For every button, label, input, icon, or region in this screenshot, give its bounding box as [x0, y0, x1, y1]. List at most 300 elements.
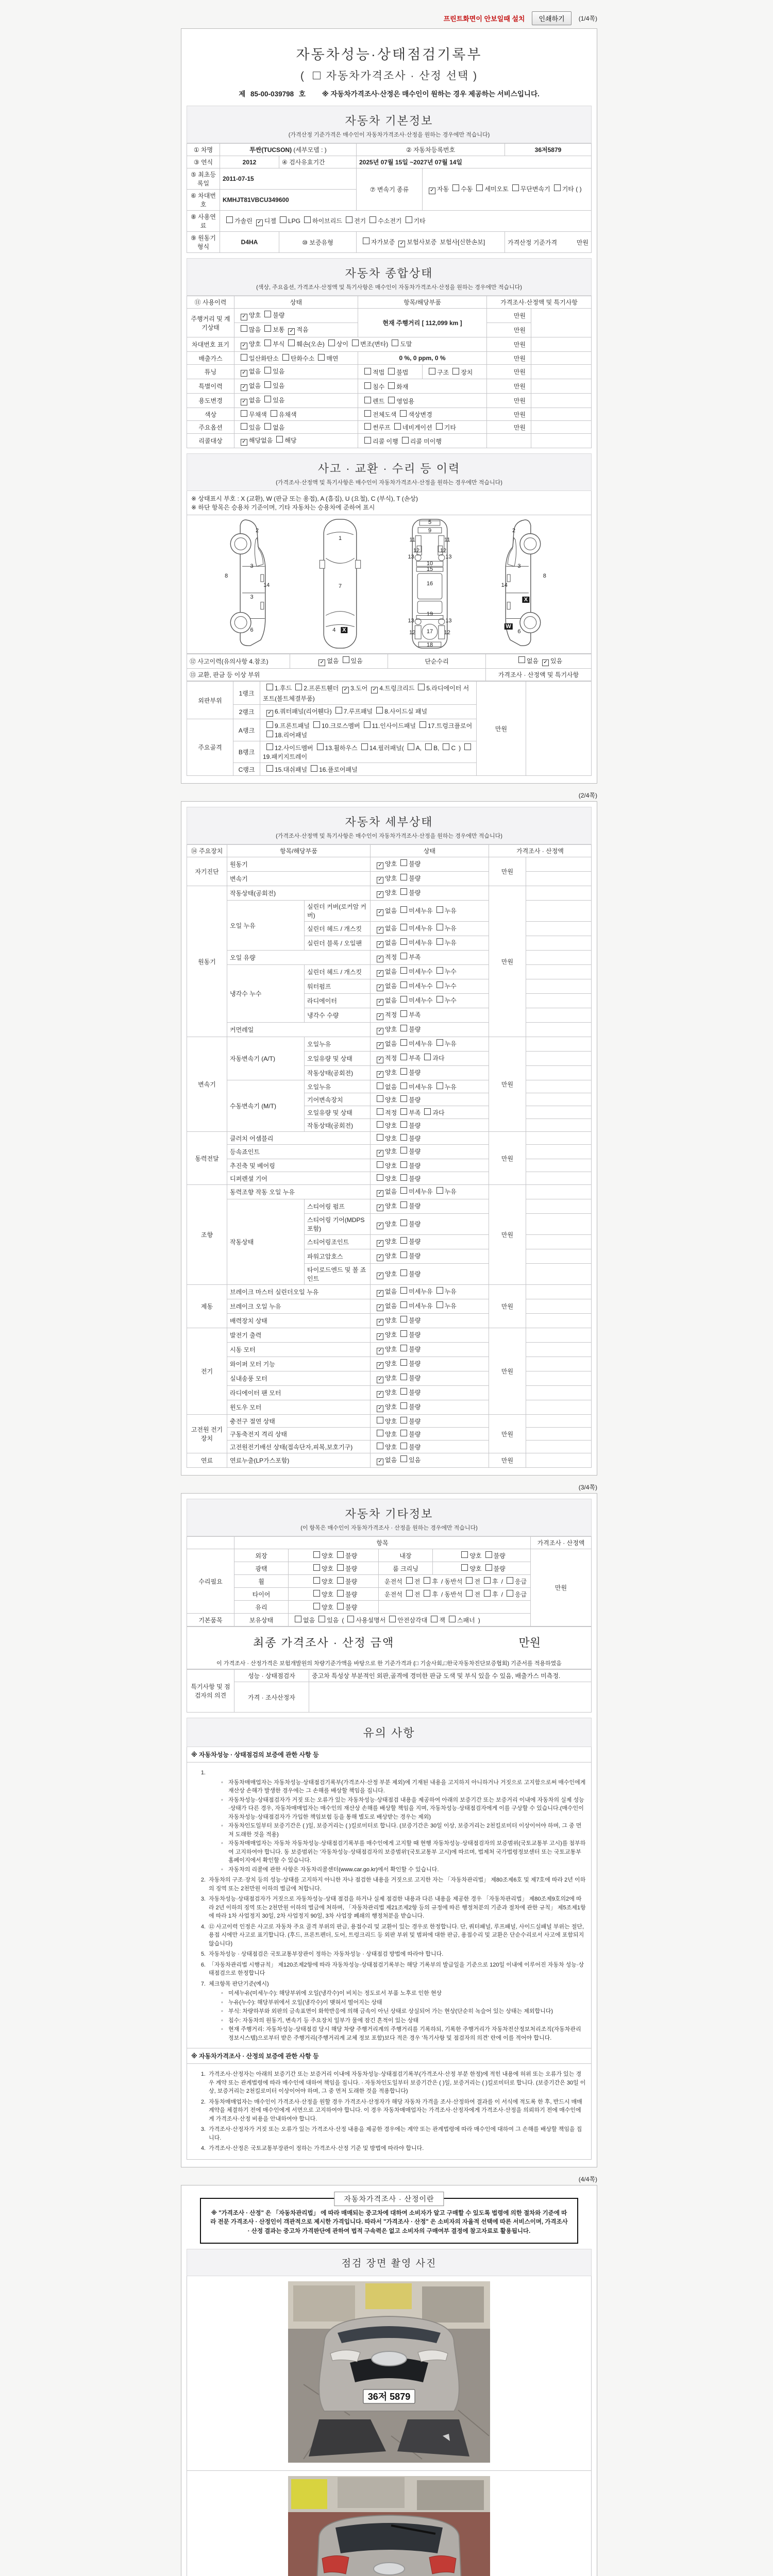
status-cell: [371, 1415, 489, 1428]
checkbox-unchecked[interactable]: [402, 437, 409, 444]
checkbox-label: 매연: [326, 355, 339, 362]
checkbox-checked[interactable]: ✓: [256, 219, 263, 226]
checkbox-unchecked[interactable]: [424, 1577, 430, 1584]
checkbox-unchecked[interactable]: [400, 1174, 407, 1181]
checkbox-label: 양호: [385, 889, 397, 896]
checkbox-unchecked[interactable]: [377, 1417, 383, 1423]
checkbox-unchecked[interactable]: [318, 1616, 325, 1622]
checkbox-label: 양호: [385, 1135, 397, 1142]
checkbox-unchecked[interactable]: [377, 1095, 383, 1102]
checkbox-checked[interactable]: ✓: [377, 1405, 383, 1412]
checkbox-checked[interactable]: ✓: [377, 1273, 383, 1279]
checkbox-unchecked[interactable]: [288, 340, 295, 346]
checkbox-label: 부족: [409, 1109, 421, 1116]
status-cell: [371, 857, 489, 872]
checkbox-label: 불량: [409, 889, 421, 896]
checkbox-unchecked[interactable]: [337, 1564, 344, 1571]
checkbox-unchecked[interactable]: [452, 184, 459, 191]
checkbox-unchecked[interactable]: [436, 1187, 443, 1194]
checkbox-unchecked[interactable]: [226, 216, 233, 223]
checkbox-unchecked[interactable]: [313, 1603, 320, 1609]
checkbox-unchecked[interactable]: [436, 1082, 443, 1089]
checkbox-checked[interactable]: ✓: [377, 862, 383, 869]
row-recall-label: 리콜대상: [187, 434, 234, 448]
checkbox-checked[interactable]: ✓: [377, 1240, 383, 1247]
checkbox-label: 불량: [345, 1591, 358, 1598]
checkbox-checked[interactable]: ✓: [241, 384, 247, 391]
checkbox-unchecked[interactable]: [424, 1054, 431, 1060]
checkbox-unchecked[interactable]: [436, 906, 443, 913]
detail-row: [187, 965, 592, 979]
cell: 브레이크 마스터 실린더오일 누유: [227, 1285, 371, 1299]
checkbox-unchecked[interactable]: [400, 1237, 407, 1244]
checkbox-unchecked[interactable]: [436, 924, 443, 930]
checkbox-checked[interactable]: ✓: [241, 399, 247, 405]
status-cell: [371, 1132, 489, 1145]
checkbox-unchecked[interactable]: [376, 707, 383, 714]
checkbox-checked[interactable]: ✓: [241, 343, 247, 349]
checkbox-unchecked[interactable]: [400, 1161, 407, 1168]
checkbox-unchecked[interactable]: [317, 743, 324, 750]
bullet-marker: ◦: [221, 1866, 223, 1873]
checkbox-unchecked[interactable]: [436, 423, 443, 430]
checkbox-label: 미세누유: [409, 907, 433, 914]
checkbox-unchecked[interactable]: [241, 410, 247, 417]
checkbox-checked[interactable]: ✓: [377, 1377, 383, 1383]
caution-bullet: [221, 2025, 586, 2042]
checkbox-checked[interactable]: ✓: [241, 439, 247, 446]
checkbox-checked[interactable]: ✓: [377, 909, 383, 916]
checkbox-unchecked[interactable]: [431, 1616, 438, 1622]
print-button[interactable]: 인쇄하기: [532, 11, 571, 25]
checkbox-unchecked[interactable]: [400, 906, 407, 913]
checkbox-unchecked[interactable]: [464, 743, 471, 750]
checkbox-unchecked[interactable]: [400, 1134, 407, 1141]
checkbox-unchecked[interactable]: [337, 1590, 344, 1597]
checkbox-unchecked[interactable]: [304, 216, 311, 223]
checkbox-unchecked[interactable]: [328, 340, 335, 346]
checkbox-label: 양호: [249, 312, 261, 319]
checkbox-unchecked[interactable]: [406, 1590, 413, 1597]
checkbox-checked[interactable]: ✓: [377, 877, 383, 884]
checkbox-checked[interactable]: ✓: [429, 188, 435, 194]
checkbox-unchecked[interactable]: [425, 743, 432, 750]
value-reg-no: 36저5879: [505, 144, 592, 156]
checkbox-unchecked[interactable]: [343, 656, 349, 663]
checkbox-unchecked[interactable]: [418, 684, 425, 690]
checkbox-unchecked[interactable]: [400, 410, 407, 417]
checkbox-unchecked[interactable]: [364, 368, 371, 375]
checkbox-unchecked[interactable]: [337, 1551, 344, 1558]
checkbox-unchecked[interactable]: [400, 1345, 407, 1351]
checkbox-checked[interactable]: ✓: [377, 1042, 383, 1049]
checkbox-checked[interactable]: ✓: [377, 1150, 383, 1157]
special-state: [234, 379, 358, 394]
checkbox-label: 잭: [439, 1617, 445, 1624]
opinion-table: [187, 1669, 592, 1713]
checkbox-unchecked[interactable]: [388, 368, 395, 375]
cell: 작동상태(공회전): [305, 1066, 371, 1080]
checkbox-unchecked[interactable]: [346, 216, 352, 223]
checkbox-unchecked[interactable]: [400, 859, 407, 866]
checkbox-unchecked[interactable]: [408, 743, 414, 750]
checkbox-checked[interactable]: ✓: [377, 985, 383, 991]
checkbox-unchecked[interactable]: [318, 354, 325, 361]
detail-band: [187, 807, 592, 844]
recall-memo: [531, 434, 592, 448]
checkbox-unchecked[interactable]: [436, 1287, 443, 1294]
checkbox-unchecked[interactable]: [266, 721, 273, 728]
detail-row: [187, 1328, 592, 1343]
checkbox-unchecked[interactable]: [400, 1147, 407, 1154]
frame-group: 주요골격: [187, 719, 233, 776]
checkbox-label: 2.프론트휀더: [304, 685, 339, 692]
checkbox-unchecked[interactable]: [389, 1616, 396, 1622]
caution-bullet: [221, 1866, 586, 1874]
mileage-price1: 만원: [487, 309, 531, 323]
checkbox-unchecked[interactable]: [363, 238, 369, 244]
usechange-memo: [531, 394, 592, 408]
checkbox-checked[interactable]: ✓: [542, 659, 549, 666]
checkbox-unchecked[interactable]: [400, 981, 407, 988]
checkbox-unchecked[interactable]: [400, 1359, 407, 1366]
checkbox-unchecked[interactable]: [392, 340, 398, 346]
checkbox-unchecked[interactable]: [377, 1121, 383, 1128]
value-car-name: [220, 144, 357, 156]
row-tuning-label: 튜닝: [187, 365, 234, 379]
checkbox-unchecked[interactable]: [400, 1054, 407, 1060]
checkbox-unchecked[interactable]: [361, 743, 368, 750]
checkbox-label: 양호: [385, 1175, 397, 1182]
bullet-text: 자동차매매업자는 자동차성능·상태점검기록부(가격조사·산정 부분 제외)에 기재된 내용을 고지하지 아니하거나 거짓으로 고지함으로써 매수인에게 재산상 손해가 발생한 경우에는 그 손해를 배상할 책임을 집니다.: [228, 1779, 586, 1794]
checkbox-unchecked[interactable]: [313, 1564, 320, 1571]
checkbox-checked[interactable]: ✓: [398, 241, 405, 247]
base-price-cell: [505, 232, 592, 253]
checkbox-unchecked[interactable]: [485, 1551, 492, 1558]
checkbox-checked[interactable]: ✓: [377, 1205, 383, 1211]
cell: 추진축 및 베어링: [227, 1159, 371, 1172]
doc-no-prefix: 제: [239, 90, 246, 98]
checkbox-unchecked[interactable]: [400, 888, 407, 895]
checkbox-unchecked[interactable]: [436, 1301, 443, 1308]
checkbox-unchecked[interactable]: [400, 967, 407, 974]
accident-history-state: [290, 654, 388, 669]
checkbox-checked[interactable]: ✓: [377, 1333, 383, 1340]
checkbox-unchecked[interactable]: [485, 1564, 492, 1571]
checkbox-label: 양호: [469, 1565, 482, 1572]
checkbox-unchecked[interactable]: [400, 1316, 407, 1323]
checkbox-checked[interactable]: ✓: [377, 1459, 383, 1465]
checkbox-unchecked[interactable]: [264, 396, 271, 402]
price-cell: 만원: [489, 1185, 526, 1285]
detail-row: [187, 872, 592, 886]
checkbox-checked[interactable]: ✓: [377, 956, 383, 962]
tire-label: 타이어: [234, 1588, 289, 1601]
checkbox-unchecked[interactable]: [264, 381, 271, 388]
checkbox-unchecked[interactable]: [400, 924, 407, 930]
overall-h3: 항목/해당부품: [358, 296, 487, 309]
checkbox-label: 불량: [409, 1431, 421, 1438]
checkbox-label: 없음: [385, 1188, 397, 1195]
checkbox-unchecked[interactable]: [276, 436, 283, 443]
panel-number-9: 9: [428, 527, 432, 534]
checkbox-unchecked[interactable]: [337, 1603, 344, 1609]
checkbox-unchecked[interactable]: [377, 1134, 383, 1141]
checkbox-unchecked[interactable]: [313, 721, 320, 728]
checkbox-unchecked[interactable]: [400, 1187, 407, 1194]
holding-state: [289, 1614, 531, 1626]
photos-band: [187, 2249, 592, 2276]
checkbox-unchecked[interactable]: [264, 325, 271, 332]
checkbox-unchecked[interactable]: [388, 397, 395, 403]
checkbox-unchecked[interactable]: [554, 184, 561, 191]
outer-panel-group: 외판부위: [187, 682, 233, 719]
checkbox-checked[interactable]: ✓: [377, 941, 383, 948]
checkbox-checked[interactable]: ✓: [377, 1391, 383, 1398]
checkbox-unchecked[interactable]: [406, 1577, 413, 1584]
checkbox-unchecked[interactable]: [400, 1108, 407, 1115]
empty-cell: [526, 1214, 592, 1235]
checkbox-unchecked[interactable]: [400, 1039, 407, 1046]
checkbox-checked[interactable]: ✓: [241, 370, 247, 377]
checkbox-unchecked[interactable]: [266, 743, 273, 750]
checkbox-checked[interactable]: ✓: [342, 687, 349, 693]
empty-cell: [526, 1145, 592, 1159]
checkbox-checked[interactable]: ✓: [377, 1362, 383, 1369]
checkbox-label: 세미오토: [484, 185, 509, 193]
checkbox-checked[interactable]: ✓: [377, 1013, 383, 1020]
checkbox-unchecked[interactable]: [280, 216, 287, 223]
panel-number-2: 2: [255, 527, 259, 534]
checkbox-unchecked[interactable]: [461, 1551, 468, 1558]
options-state: [234, 421, 358, 434]
checkbox-checked[interactable]: ✓: [241, 314, 247, 320]
checkbox-unchecked[interactable]: [313, 1590, 320, 1597]
checkbox-unchecked[interactable]: [271, 410, 277, 417]
checkbox-unchecked[interactable]: [364, 423, 371, 430]
checkbox-unchecked[interactable]: [264, 311, 271, 317]
checkbox-unchecked[interactable]: [406, 216, 412, 223]
checkbox-unchecked[interactable]: [337, 1577, 344, 1584]
price-select-checkbox[interactable]: [313, 72, 321, 79]
item-text: 자동차성능 · 상태점검은 국토교통부장관이 정하는 자동차성능 · 상태점검 방법에 따라야 합니다.: [209, 1951, 444, 1957]
checkbox-unchecked[interactable]: [400, 1010, 407, 1017]
document-subtitle: [187, 67, 592, 83]
checkbox-checked[interactable]: ✓: [377, 927, 383, 934]
checkbox-unchecked[interactable]: [388, 382, 395, 389]
checkbox-label: 누유: [444, 1040, 457, 1047]
empty-cell: [526, 1386, 592, 1400]
checkbox-unchecked[interactable]: [364, 721, 371, 728]
checkbox-checked[interactable]: ✓: [377, 1190, 383, 1197]
checkbox-unchecked[interactable]: [377, 1443, 383, 1449]
checkbox-unchecked[interactable]: [400, 953, 407, 959]
cell: 동력전달: [187, 1132, 227, 1185]
checkbox-checked[interactable]: ✓: [377, 1028, 383, 1035]
checkbox-unchecked[interactable]: [400, 1455, 407, 1462]
checkbox-unchecked[interactable]: [449, 1616, 456, 1622]
checkbox-unchecked[interactable]: [400, 1095, 407, 1102]
checkbox-unchecked[interactable]: [436, 967, 443, 974]
checkbox-unchecked[interactable]: [400, 1082, 407, 1089]
checkbox-unchecked[interactable]: [264, 423, 271, 430]
checkbox-unchecked[interactable]: [400, 1287, 407, 1294]
status-cell: [371, 1386, 489, 1400]
checkbox-unchecked[interactable]: [400, 1402, 407, 1409]
checkbox-unchecked[interactable]: [295, 684, 302, 690]
basic-items-group: 기본품목: [187, 1614, 234, 1626]
cell: 구동축전지 격리 상태: [227, 1428, 371, 1440]
value-first-reg: 2011-07-15: [220, 168, 357, 190]
checkbox-checked[interactable]: ✓: [377, 1319, 383, 1326]
rankA-label: A랭크: [233, 719, 260, 741]
checkbox-unchecked[interactable]: [466, 1577, 473, 1584]
checkbox-checked[interactable]: ✓: [377, 1057, 383, 1063]
checkbox-unchecked[interactable]: [507, 1577, 513, 1584]
checkbox-unchecked[interactable]: [400, 1430, 407, 1436]
checkbox-unchecked[interactable]: [364, 437, 371, 444]
emission-state: [234, 352, 358, 365]
checkbox-checked[interactable]: ✓: [318, 659, 325, 666]
checkbox-unchecked[interactable]: [264, 367, 271, 374]
checkbox-unchecked[interactable]: [400, 1269, 407, 1276]
etc-h-item: 항목: [234, 1537, 531, 1549]
checkbox-unchecked[interactable]: [466, 1590, 473, 1597]
checkbox-unchecked[interactable]: [429, 368, 435, 375]
checkbox-unchecked[interactable]: [400, 1251, 407, 1258]
checkbox-unchecked[interactable]: [377, 1108, 383, 1115]
checkbox-unchecked[interactable]: [400, 1025, 407, 1031]
checkbox-unchecked[interactable]: [295, 1616, 301, 1622]
checkbox-unchecked[interactable]: [335, 707, 342, 714]
checkbox-unchecked[interactable]: [436, 996, 443, 1003]
checkbox-unchecked[interactable]: [507, 1590, 513, 1597]
checkbox-unchecked[interactable]: [400, 1330, 407, 1337]
checkbox-unchecked[interactable]: [436, 938, 443, 945]
checkbox-unchecked[interactable]: [264, 340, 271, 346]
checkbox-unchecked[interactable]: [364, 382, 371, 389]
checkbox-unchecked[interactable]: [424, 1590, 430, 1597]
checkbox-unchecked[interactable]: [241, 354, 247, 361]
checkbox-checked[interactable]: ✓: [377, 999, 383, 1006]
checkbox-checked[interactable]: ✓: [377, 1223, 383, 1229]
usechange-kind: [358, 394, 487, 408]
checkbox-unchecked[interactable]: [461, 1564, 468, 1571]
checkbox-unchecked[interactable]: [512, 184, 519, 191]
checkbox-unchecked[interactable]: [394, 423, 401, 430]
empty-cell: [526, 1371, 592, 1386]
checkbox-checked[interactable]: ✓: [377, 1304, 383, 1311]
checkbox-label: 상이: [336, 341, 348, 348]
checkbox-unchecked[interactable]: [377, 1161, 383, 1168]
checkbox-unchecked[interactable]: [443, 743, 449, 750]
checkbox-label: 불량: [493, 1552, 506, 1560]
color-memo: [531, 408, 592, 421]
checkbox-unchecked[interactable]: [266, 765, 273, 772]
checkbox-unchecked[interactable]: [352, 340, 359, 346]
checkbox-checked[interactable]: ✓: [371, 687, 378, 693]
checkbox-unchecked[interactable]: [266, 684, 273, 690]
checkbox-label: 있음: [249, 424, 261, 431]
checkbox-unchecked[interactable]: [400, 996, 407, 1003]
checkbox-checked[interactable]: ✓: [377, 1255, 383, 1261]
accident-legend-2: ※ 하단 항목은 승용차 기준이며, 기타 자동차는 승용차에 준하여 표시: [191, 504, 375, 511]
checkbox-unchecked[interactable]: [400, 1388, 407, 1395]
checkbox-unchecked[interactable]: [364, 410, 371, 417]
status-cell: [371, 1343, 489, 1357]
checkbox-label: 부족: [409, 1055, 421, 1062]
tire-state: [289, 1588, 379, 1601]
mileage-value: 현재 주행거리 [ 112,099 km ]: [358, 309, 487, 337]
checkbox-unchecked[interactable]: [313, 1551, 320, 1558]
checkbox-unchecked[interactable]: [369, 216, 376, 223]
options-price: 만원: [487, 421, 531, 434]
accident-band: [187, 453, 592, 491]
checkbox-unchecked[interactable]: [377, 1082, 383, 1089]
checkbox-unchecked[interactable]: [241, 325, 247, 332]
cell: 전기: [187, 1328, 227, 1415]
checkbox-label: 전: [414, 1578, 421, 1585]
checkbox-unchecked[interactable]: [400, 938, 407, 945]
checkbox-unchecked[interactable]: [364, 397, 371, 403]
checkbox-unchecked[interactable]: [400, 1201, 407, 1208]
checkbox-checked[interactable]: ✓: [377, 1348, 383, 1354]
checkbox-unchecked[interactable]: [452, 368, 459, 375]
checkbox-unchecked[interactable]: [347, 1616, 354, 1622]
checkbox-unchecked[interactable]: [400, 1121, 407, 1128]
checkbox-label: 불량: [409, 1202, 421, 1210]
checkbox-label: 양호: [385, 1122, 397, 1129]
checkbox-checked[interactable]: ✓: [377, 1290, 383, 1297]
checkbox-unchecked[interactable]: [311, 765, 317, 772]
panel-number-8: 8: [225, 572, 228, 579]
checkbox-checked[interactable]: ✓: [266, 710, 273, 717]
checkbox-unchecked[interactable]: [400, 874, 407, 880]
detail-row: [187, 901, 592, 922]
checkbox-unchecked[interactable]: [518, 656, 525, 663]
checkbox-checked[interactable]: ✓: [377, 1071, 383, 1078]
checkbox-unchecked[interactable]: [400, 1417, 407, 1423]
checkbox-unchecked[interactable]: [377, 1174, 383, 1181]
checkbox-unchecked[interactable]: [282, 354, 289, 361]
checkbox-label: 무채색: [249, 411, 267, 418]
caution-item: [192, 1895, 586, 1921]
checkbox-unchecked[interactable]: [241, 423, 247, 430]
checkbox-unchecked[interactable]: [400, 1374, 407, 1380]
print-install-notice[interactable]: 프린트화면이 안보일때 설치: [443, 15, 525, 23]
warranty-options: [357, 232, 505, 253]
checkbox-unchecked[interactable]: [419, 721, 426, 728]
checkbox-unchecked[interactable]: [400, 1301, 407, 1308]
checkbox-unchecked[interactable]: [476, 184, 483, 191]
etc-h-empty: [187, 1537, 234, 1549]
checkbox-unchecked[interactable]: [424, 1108, 431, 1115]
checkbox-unchecked[interactable]: [436, 981, 443, 988]
checkbox-unchecked[interactable]: [400, 1219, 407, 1226]
checkbox-checked[interactable]: ✓: [288, 328, 295, 335]
checkbox-unchecked[interactable]: [436, 1039, 443, 1046]
checkbox-unchecked[interactable]: [400, 1068, 407, 1075]
checkbox-checked[interactable]: ✓: [377, 970, 383, 977]
checkbox-checked[interactable]: ✓: [377, 891, 383, 898]
checkbox-unchecked[interactable]: [266, 731, 273, 737]
checkbox-unchecked[interactable]: [377, 1430, 383, 1436]
checkbox-unchecked[interactable]: [484, 1577, 491, 1584]
checkbox-unchecked[interactable]: [313, 1577, 320, 1584]
cell: 고전원 전기장치: [187, 1415, 227, 1453]
checkbox-unchecked[interactable]: [484, 1590, 491, 1597]
checkbox-unchecked[interactable]: [400, 1443, 407, 1449]
